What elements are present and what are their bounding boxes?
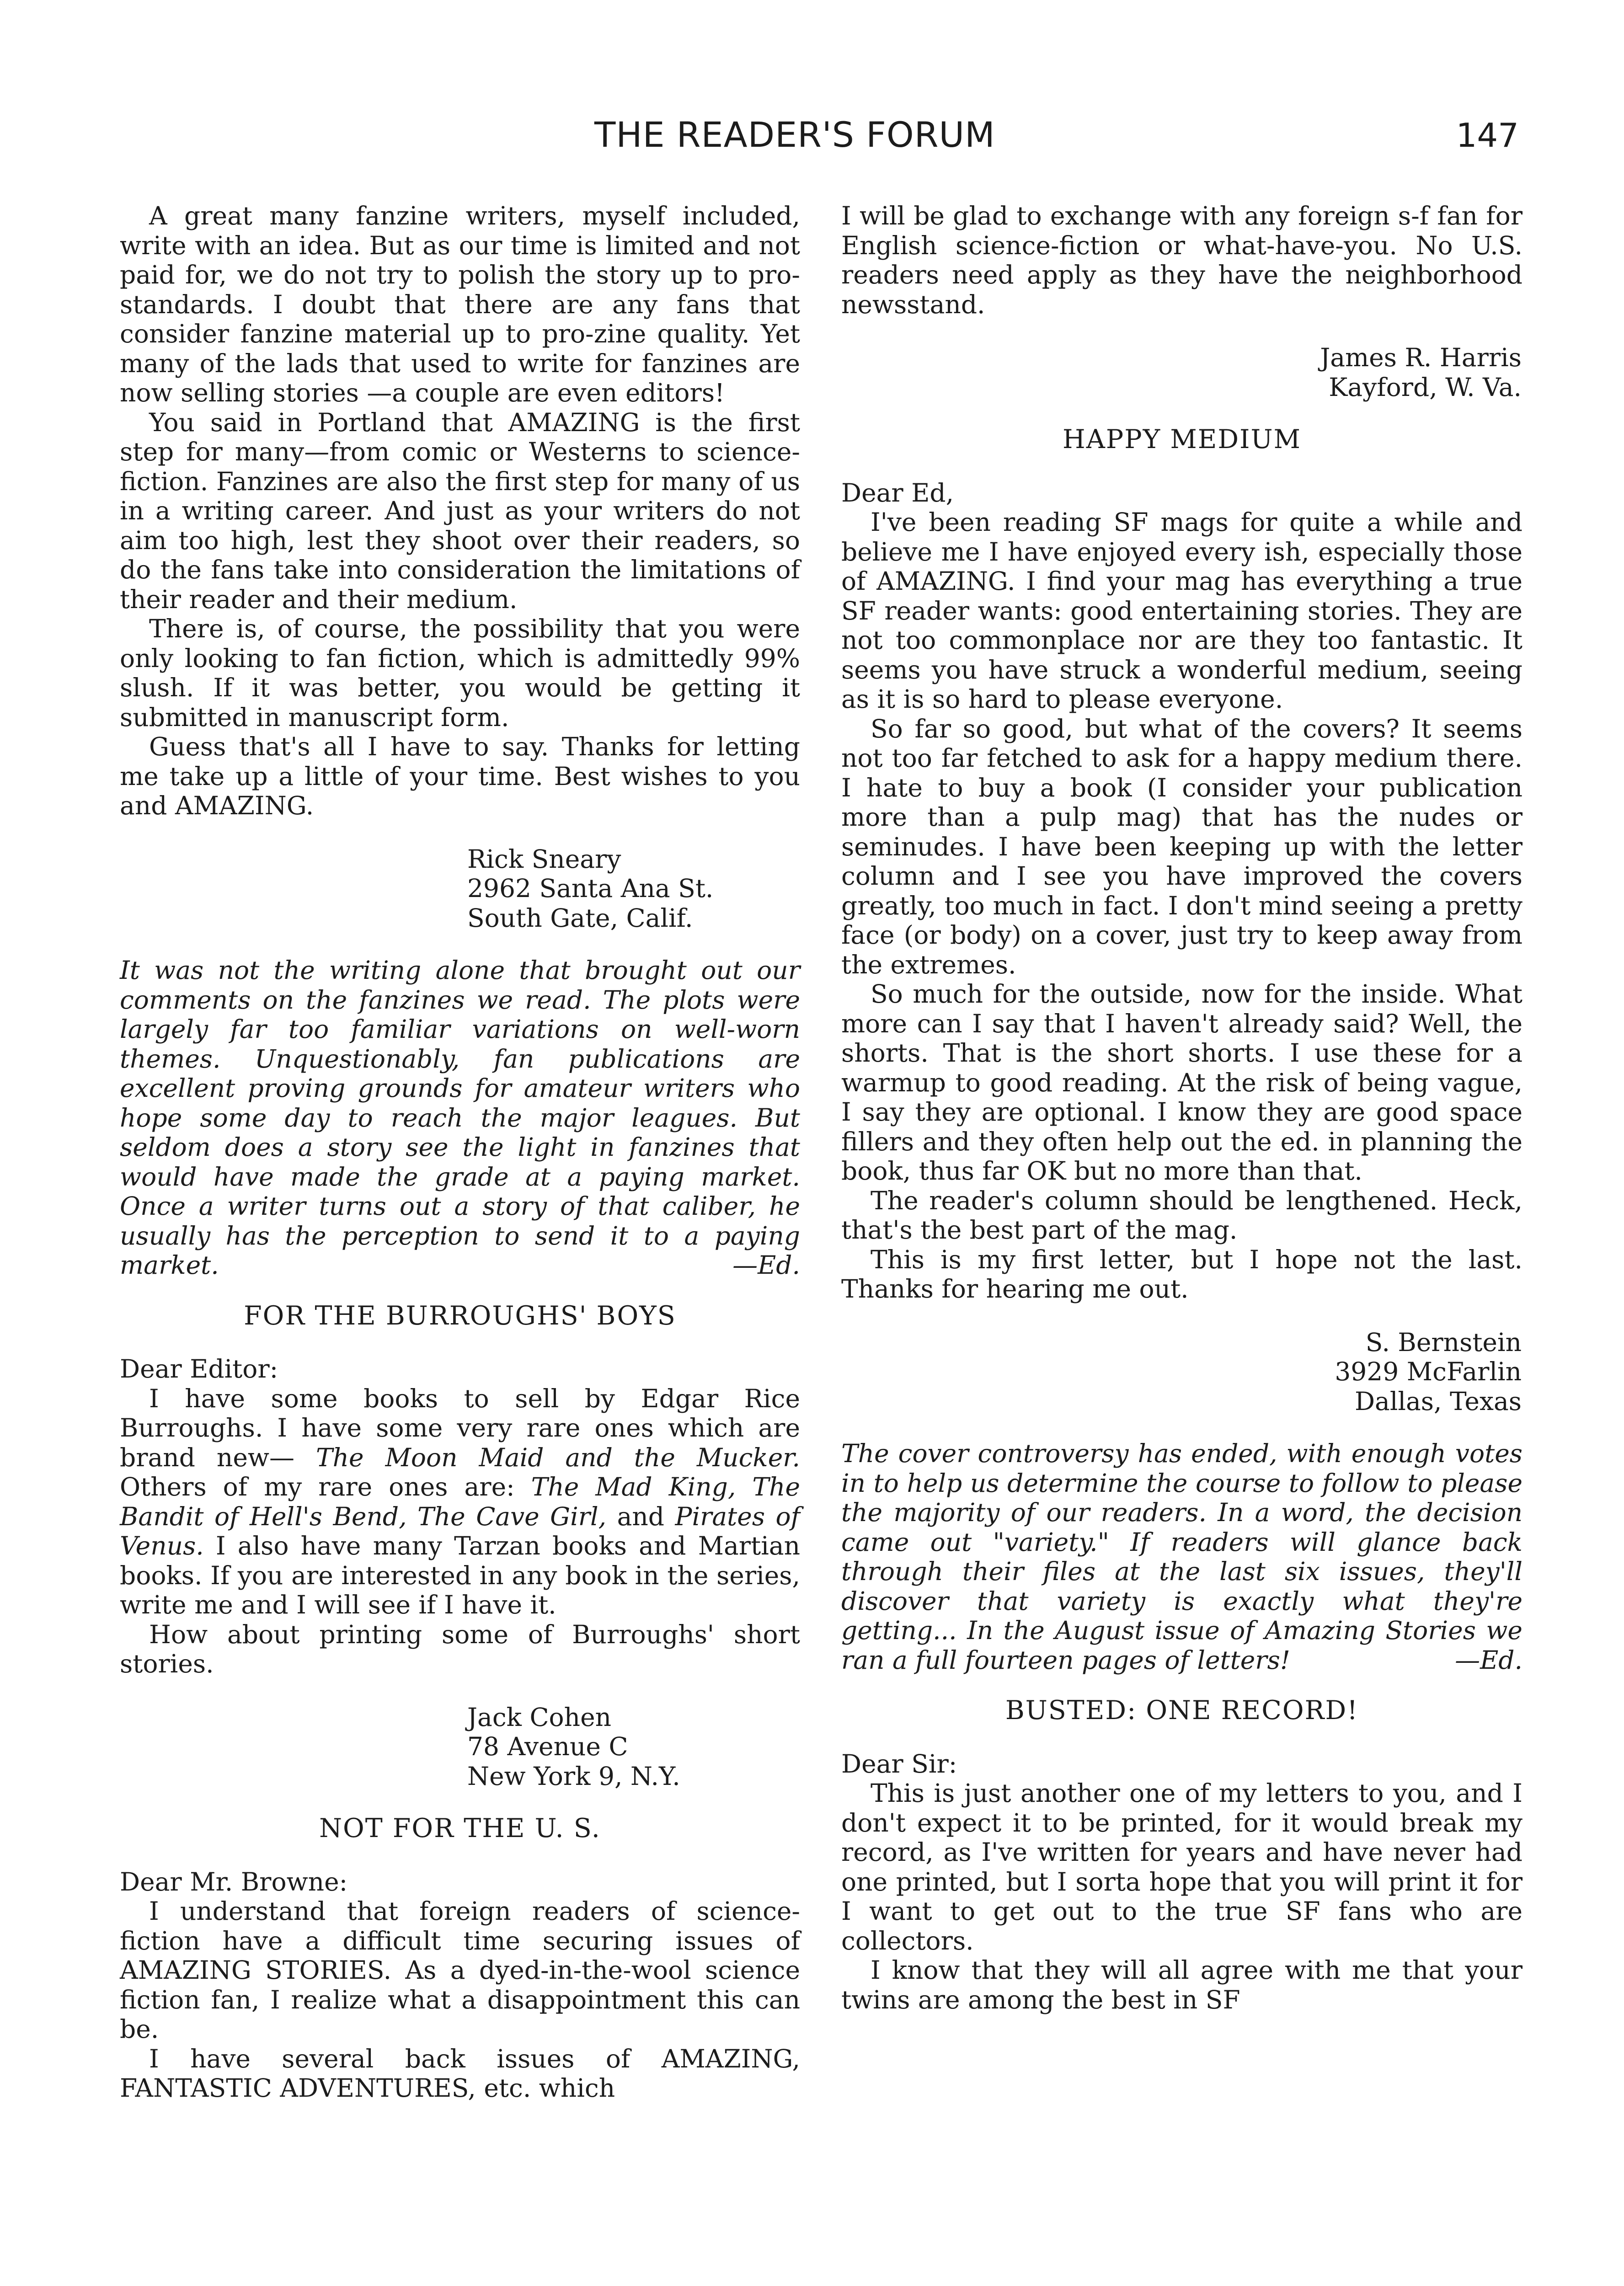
left-column — [120, 201, 800, 2103]
page-number: 147 — [1456, 116, 1519, 155]
letter-jack-cohen — [120, 1301, 800, 1791]
paragraph: This is my first letter, but I hope not the last. Thanks for hearing me out. — [841, 1244, 1522, 1303]
signature-city: Dallas, Texas — [1354, 1386, 1522, 1416]
signature-city: South Gate, Calif. — [467, 903, 693, 933]
editor-reply-text: It was not the writing alone that brought out our comments on the fanzines we read. The plots were largely far too familiar variations on well-worn themes. Unquestionably, fan publications are excellent proving grounds for amateur writers who hope some day to reach the major leagues. But seldom does a story see the light in fanzines that would have made the grade at a paying market. Once a writer turns out a story of that caliber, he usually has the perception to send it to a paying market. — [120, 956, 800, 1280]
paragraph: I will be glad to exchange with any foreign s-f fan for English science-fiction or what-have-you. No U.S. readers need apply as they have the neighborhood newsstand. — [841, 201, 1522, 319]
paragraph: A great many fanzine writers, myself included, write with an idea. But as our time is limited and not paid for, we do not try to polish the story up to pro-standards. I doubt that there are any fans that consider fanzine material up to pro-zine quality. Yet many of the lads that used to write for fanzines are now selling stories —a couple are even editors! — [120, 201, 800, 407]
running-head: THE READER'S FORUM — [594, 114, 995, 155]
paragraph: You said in Portland that AMAZING is the first step for many—from comic or Westerns to science-fiction. Fanzines are also the first step for many of us in a writing career. And just as your writers do not aim too high, lest they shoot over their readers, so do the fans take into consideration the limitations of their reader and their medium. — [120, 407, 800, 614]
letter-james-harris-continued — [841, 201, 1522, 402]
letter-heading: NOT FOR THE U. S. — [319, 1813, 601, 1843]
paragraph: How about printing some of Burroughs' short stories. — [120, 1619, 800, 1678]
text-run: Others of my rare ones are: — [120, 1472, 531, 1501]
editor-reply-text: The cover controversy has ended, with enough votes in to help us determine the course to follow to please the majority of our readers. In a word, the decision came out "variety." If readers will glance back through their files at the last six issues, they'll discover that variety is exactly what they're getting... In the August issue of Amazing Stories we ran a full fourteen pages of letters! — [841, 1439, 1522, 1675]
editor-reply — [120, 956, 800, 1280]
letter-busted-record — [841, 1696, 1522, 2014]
paragraph: I've been reading SF mags for quite a while and believe me I have enjoyed every ish, especially those of AMAZING. I find your mag has everything a true SF reader wants: good entertaining stories. They are not too commonplace nor are they too fantastic. It seems you have struck a wonderful medium, seeing as it is so hard to please everyone. — [841, 507, 1522, 714]
letter-heading: BUSTED: ONE RECORD! — [1005, 1695, 1359, 1725]
paragraph: I understand that foreign readers of science-fiction have a difficult time securing issues of AMAZING STORIES. As a dyed-in-the-wool science fiction fan, I realize what a disappointment this can be. — [120, 1896, 800, 2044]
page-header — [0, 114, 1624, 165]
text-run: I also have many Tarzan books and Martian books. If you are interested in any book in the series, write me and I will see if I have it. — [120, 1531, 800, 1619]
paragraph: This is just another one of my letters to you, and I don't expect it to be printed, for it would break my record, as I've written for years and have never had one printed, but I sorta hope that you will print it for I want to get out to the true SF fans who are collectors. — [841, 1779, 1522, 1955]
text-run: and — [606, 1501, 675, 1531]
paragraph: So much for the outside, now for the inside. What more can I say that I haven't already said? Well, the shorts. That is the short shorts. I use these for a warmup to good reading. At the risk of being vague, I say they are optional. I know they are good space fillers and they often help out the ed. in planning the book, thus far OK but no more than that. — [841, 979, 1522, 1186]
letter-rick-sneary — [120, 201, 800, 933]
signature-address: 2962 Santa Ana St. — [467, 874, 714, 903]
letter-heading: FOR THE BURROUGHS' BOYS — [244, 1300, 676, 1331]
paragraph: There is, of course, the possibility that you were only looking to fan fiction, which is admittedly 99% slush. If it was better, you would be getting it submitted in manuscript form. — [120, 614, 800, 732]
text-run: I have some books to sell by Edgar Rice Burroughs. I have some very rare ones which are brand new— — [120, 1383, 800, 1472]
paragraph: I have several back issues of AMAZING, FANTASTIC ADVENTURES, etc. which — [120, 2044, 800, 2103]
salutation: Dear Mr. Browne: — [120, 1867, 348, 1896]
right-column — [841, 201, 1522, 2014]
salutation: Dear Ed, — [841, 478, 954, 507]
paragraph: I know that they will all agree with me that your twins are among the best in SF — [841, 1955, 1522, 2014]
signature-name: Jack Cohen — [467, 1702, 612, 1732]
paragraph: Guess that's all I have to say. Thanks for letting me take up a little of your time. Best wishes to you and AMAZING. — [120, 732, 800, 820]
book-title: The Moon Maid and the Mucker. — [315, 1442, 800, 1472]
signature-name: S. Bernstein — [1365, 1327, 1522, 1357]
book-title: Pirates of Venus. — [120, 1501, 800, 1560]
paragraph — [120, 1384, 800, 1620]
signature-address: 3929 McFarlin — [1335, 1357, 1522, 1386]
editor-sign: —Ed. — [1455, 1645, 1522, 1675]
salutation: Dear Sir: — [841, 1749, 957, 1779]
signature-block — [841, 1328, 1522, 1416]
signature-block — [120, 1703, 800, 1791]
salutation: Dear Editor: — [120, 1354, 278, 1383]
letter-james-harris — [120, 1814, 800, 2103]
book-title: The Mad King, The Bandit of Hell's Bend, The Cave Girl, — [120, 1472, 800, 1531]
editor-reply — [841, 1439, 1522, 1675]
letter-heading: HAPPY MEDIUM — [1063, 424, 1301, 454]
signature-block — [841, 343, 1522, 402]
signature-block — [120, 844, 800, 933]
editor-sign: —Ed. — [732, 1250, 800, 1280]
signature-city: New York 9, N.Y. — [467, 1761, 680, 1791]
paragraph: The reader's column should be lengthened. Heck, that's the best part of the mag. — [841, 1186, 1522, 1244]
letter-s-bernstein — [841, 425, 1522, 1416]
signature-address: 78 Avenue C — [467, 1732, 628, 1761]
paragraph: So far so good, but what of the covers? It seems not too far fetched to ask for a happy medium there. I hate to buy a book (I consider your publication more than a pulp mag) that has the nudes or seminudes. I have been keeping up with the letter column and I see you have improved the covers greatly, too much in fact. I don't mind seeing a pretty face (or body) on a cover, just try to keep away from the extremes. — [841, 714, 1522, 979]
signature-city: Kayford, W. Va. — [1329, 372, 1522, 402]
signature-name: James R. Harris — [1320, 343, 1522, 372]
signature-name: Rick Sneary — [467, 844, 621, 874]
